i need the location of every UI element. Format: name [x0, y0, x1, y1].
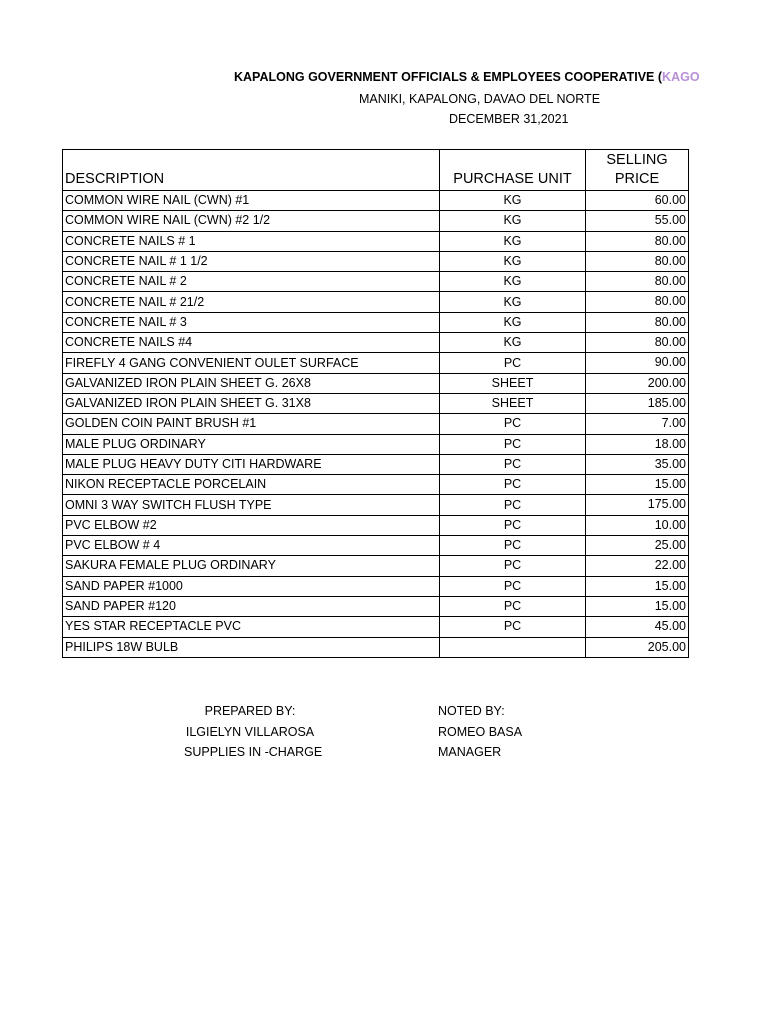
- table-row: [63, 393, 689, 413]
- cell-selling-price: 18.00: [586, 434, 689, 454]
- cell-purchase-unit: KG: [440, 333, 586, 353]
- cell-description: MALE PLUG ORDINARY: [63, 434, 440, 454]
- table-body: [63, 191, 689, 658]
- cell-selling-price: 10.00: [586, 515, 689, 535]
- cell-selling-price: 80.00: [586, 251, 689, 271]
- noted-by-label: NOTED BY:: [438, 704, 505, 718]
- table-row: [63, 191, 689, 211]
- cell-description: GALVANIZED IRON PLAIN SHEET G. 26X8: [63, 373, 440, 393]
- cell-purchase-unit: KG: [440, 191, 586, 211]
- cell-purchase-unit: KG: [440, 272, 586, 292]
- table-row: [63, 414, 689, 434]
- cell-purchase-unit: PC: [440, 475, 586, 495]
- cell-description: CONCRETE NAIL # 2: [63, 272, 440, 292]
- table-row: [63, 434, 689, 454]
- cell-description: COMMON WIRE NAIL (CWN) #2 1/2: [63, 211, 440, 231]
- noted-by-name: ROMEO BASA: [438, 724, 523, 739]
- document-title-abbreviation: KAGO: [662, 70, 700, 84]
- cell-selling-price: 22.00: [586, 556, 689, 576]
- document-title: [234, 70, 700, 84]
- cell-selling-price: 80.00: [586, 292, 689, 312]
- cell-description: MALE PLUG HEAVY DUTY CITI HARDWARE: [63, 454, 440, 474]
- table-row: [63, 495, 689, 515]
- table-row: [63, 617, 689, 637]
- column-header-purchase-unit: PURCHASE UNIT: [440, 150, 586, 191]
- table-row: [63, 637, 689, 657]
- document-date: DECEMBER 31,2021: [449, 112, 569, 126]
- cell-purchase-unit: PC: [440, 556, 586, 576]
- cell-purchase-unit: PC: [440, 434, 586, 454]
- cell-purchase-unit: PC: [440, 414, 586, 434]
- cell-description: SAKURA FEMALE PLUG ORDINARY: [63, 556, 440, 576]
- cell-description: NIKON RECEPTACLE PORCELAIN: [63, 475, 440, 495]
- cell-selling-price: 60.00: [586, 191, 689, 211]
- cell-purchase-unit: PC: [440, 617, 586, 637]
- cell-description: FIREFLY 4 GANG CONVENIENT OULET SURFACE: [63, 353, 440, 373]
- table-row: [63, 272, 689, 292]
- cell-selling-price: 55.00: [586, 211, 689, 231]
- cell-selling-price: 15.00: [586, 596, 689, 616]
- price-label: PRICE: [614, 171, 660, 187]
- cell-purchase-unit: PC: [440, 454, 586, 474]
- table-row: [63, 536, 689, 556]
- cell-description: PVC ELBOW # 4: [63, 536, 440, 556]
- cell-selling-price: 80.00: [586, 312, 689, 332]
- prepared-by-label: PREPARED BY:: [204, 704, 296, 718]
- cell-description: PHILIPS 18W BULB: [63, 637, 440, 657]
- cell-selling-price: 15.00: [586, 576, 689, 596]
- cell-selling-price: 80.00: [586, 272, 689, 292]
- column-header-selling-price: [586, 150, 689, 191]
- cell-selling-price: 7.00: [586, 414, 689, 434]
- cell-selling-price: 80.00: [586, 333, 689, 353]
- selling-label: SELLING: [606, 152, 668, 168]
- prepared-by-title: SUPPLIES IN -CHARGE: [184, 745, 323, 759]
- table-row: [63, 211, 689, 231]
- table-row: [63, 475, 689, 495]
- prepared-by-name: ILGIELYN VILLAROSA: [185, 724, 315, 739]
- column-header-description: DESCRIPTION: [63, 150, 440, 191]
- cell-selling-price: 200.00: [586, 373, 689, 393]
- cell-selling-price: 90.00: [586, 353, 689, 373]
- cell-description: GOLDEN COIN PAINT BRUSH #1: [63, 414, 440, 434]
- table-row: [63, 373, 689, 393]
- table-row: [63, 596, 689, 616]
- cell-purchase-unit: [440, 637, 586, 657]
- cell-purchase-unit: KG: [440, 251, 586, 271]
- price-list-table: [62, 149, 689, 658]
- document-address: MANIKI, KAPALONG, DAVAO DEL NORTE: [359, 92, 601, 106]
- noted-by-title: MANAGER: [438, 745, 502, 759]
- table-row: [63, 576, 689, 596]
- cell-description: GALVANIZED IRON PLAIN SHEET G. 31X8: [63, 393, 440, 413]
- cell-purchase-unit: PC: [440, 576, 586, 596]
- table-header-row: [63, 150, 689, 191]
- cell-selling-price: 45.00: [586, 617, 689, 637]
- cell-description: YES STAR RECEPTACLE PVC: [63, 617, 440, 637]
- cell-description: CONCRETE NAIL # 1 1/2: [63, 251, 440, 271]
- table-row: [63, 292, 689, 312]
- cell-purchase-unit: KG: [440, 312, 586, 332]
- table-row: [63, 454, 689, 474]
- cell-selling-price: 35.00: [586, 454, 689, 474]
- table-row: [63, 231, 689, 251]
- table-row: [63, 251, 689, 271]
- table-row: [63, 333, 689, 353]
- cell-purchase-unit: PC: [440, 596, 586, 616]
- table-row: [63, 515, 689, 535]
- cell-description: COMMON WIRE NAIL (CWN) #1: [63, 191, 440, 211]
- cell-description: PVC ELBOW #2: [63, 515, 440, 535]
- cell-purchase-unit: KG: [440, 211, 586, 231]
- cell-purchase-unit: SHEET: [440, 393, 586, 413]
- cell-selling-price: 25.00: [586, 536, 689, 556]
- cell-description: CONCRETE NAIL # 3: [63, 312, 440, 332]
- cell-purchase-unit: KG: [440, 231, 586, 251]
- cell-selling-price: 175.00: [586, 495, 689, 515]
- table-row: [63, 353, 689, 373]
- cell-description: CONCRETE NAILS # 1: [63, 231, 440, 251]
- cell-selling-price: 185.00: [586, 393, 689, 413]
- cell-purchase-unit: PC: [440, 536, 586, 556]
- prepared-by-block: [184, 701, 323, 763]
- noted-by-block: [438, 701, 522, 763]
- cell-selling-price: 15.00: [586, 475, 689, 495]
- cell-description: CONCRETE NAILS #4: [63, 333, 440, 353]
- cell-selling-price: 205.00: [586, 637, 689, 657]
- table-row: [63, 556, 689, 576]
- cell-description: OMNI 3 WAY SWITCH FLUSH TYPE: [63, 495, 440, 515]
- cell-purchase-unit: PC: [440, 495, 586, 515]
- cell-description: CONCRETE NAIL # 21/2: [63, 292, 440, 312]
- cell-purchase-unit: KG: [440, 292, 586, 312]
- cell-description: SAND PAPER #120: [63, 596, 440, 616]
- cell-purchase-unit: PC: [440, 353, 586, 373]
- table-row: [63, 312, 689, 332]
- document-title-text: KAPALONG GOVERNMENT OFFICIALS & EMPLOYEES COOPERATIVE (: [234, 70, 663, 84]
- cell-purchase-unit: PC: [440, 515, 586, 535]
- cell-purchase-unit: SHEET: [440, 373, 586, 393]
- cell-selling-price: 80.00: [586, 231, 689, 251]
- cell-description: SAND PAPER #1000: [63, 576, 440, 596]
